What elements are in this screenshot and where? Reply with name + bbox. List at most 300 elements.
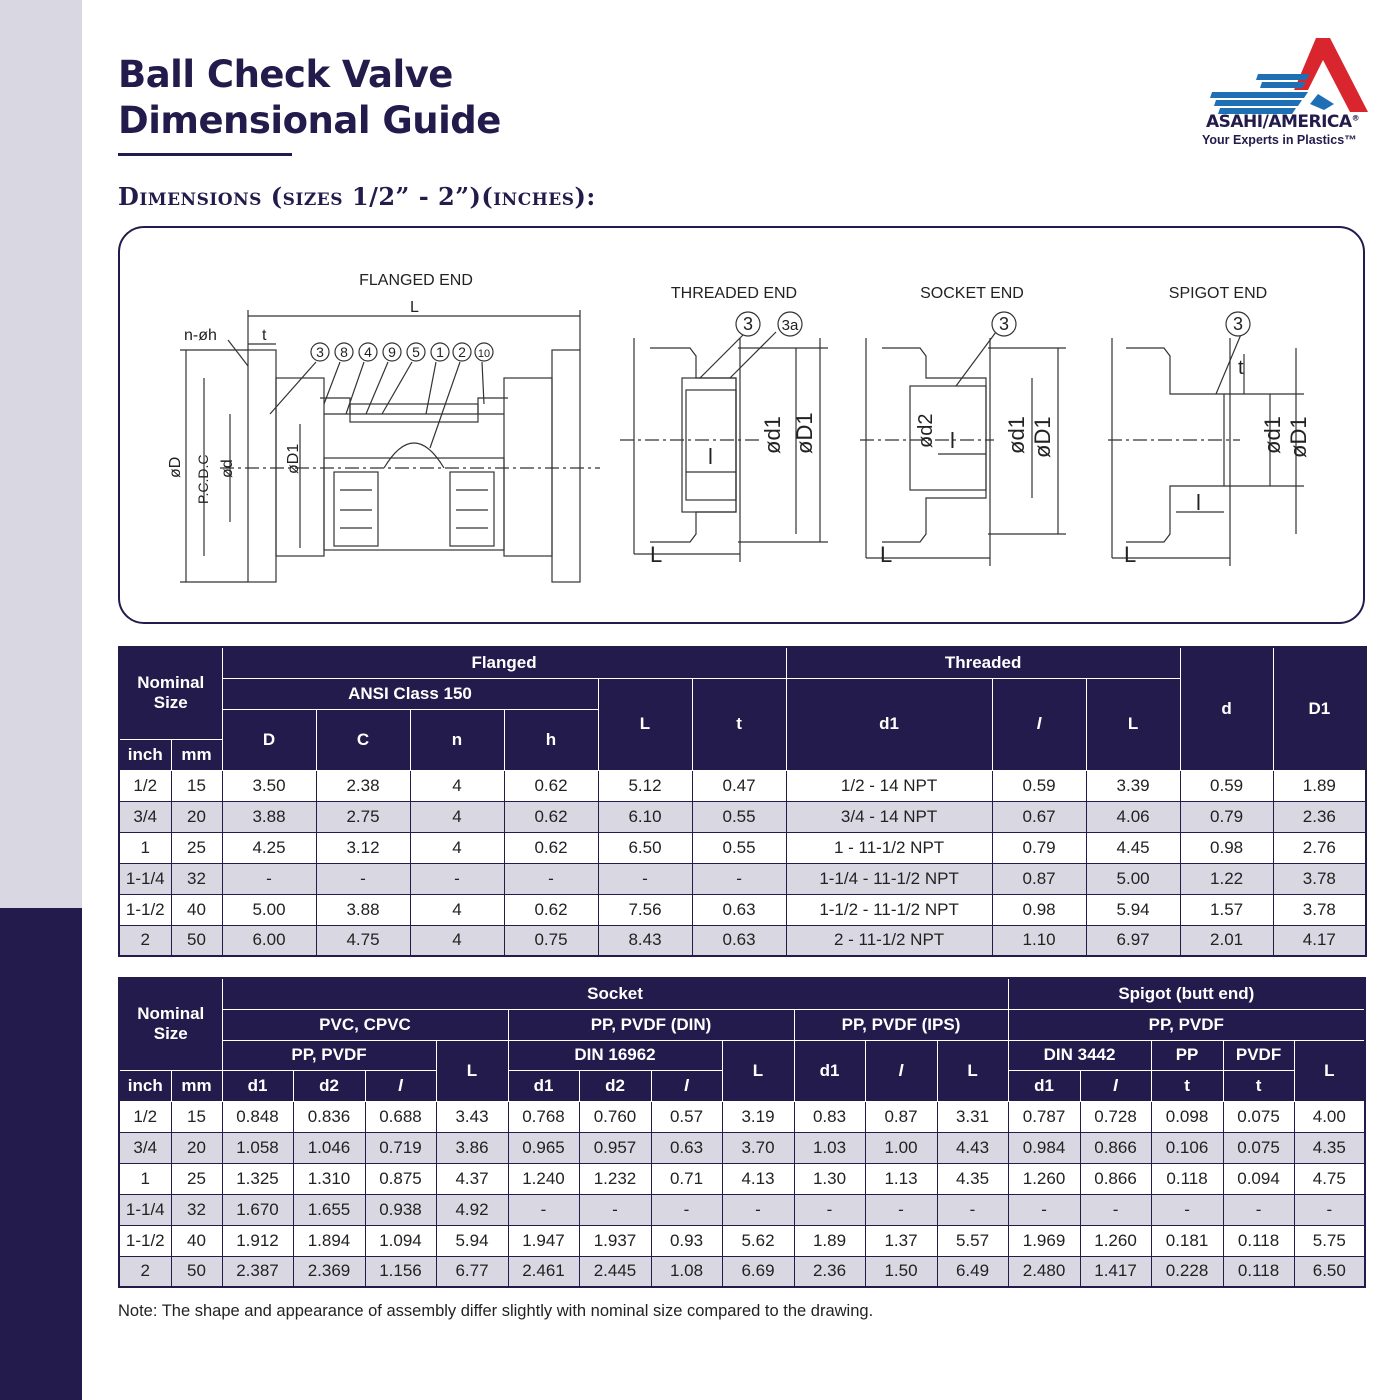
t2-din-L-header: L: [722, 1040, 794, 1101]
threaded-end-title: THREADED END: [670, 285, 798, 302]
sidebar-dark-band: [0, 908, 82, 1400]
t2-pp-header: PP: [1151, 1040, 1223, 1070]
spigot-balloon-3: 3: [1232, 314, 1244, 334]
t1-threaded-L-header: L: [1086, 678, 1180, 770]
footnote: Note: The shape and appearance of assembly differ slightly with nominal size compared to the drawing.: [118, 1302, 874, 1320]
table-cell: 0.075: [1223, 1101, 1294, 1132]
table-cell: 15: [171, 770, 222, 801]
flanged-label-oD1: øD1: [285, 443, 302, 474]
t1-n-header: n: [410, 709, 504, 770]
table-cell: 1.10: [992, 925, 1086, 956]
t2-din-l-header: l: [651, 1070, 722, 1101]
t2-ips-L-header: L: [937, 1040, 1008, 1101]
table-cell: 1.260: [1008, 1163, 1080, 1194]
table-cell: 32: [171, 863, 222, 894]
t1-ansi-header: ANSI Class 150: [222, 678, 598, 709]
table-cell: 7.56: [598, 894, 692, 925]
table-cell: 1.22: [1180, 863, 1273, 894]
table-cell: 3.70: [722, 1132, 794, 1163]
logo-wordmark: [1206, 112, 1359, 132]
socket-label-L: L: [880, 542, 893, 567]
table-cell: 4.92: [436, 1194, 508, 1225]
flanged-end-title: FLANGED END: [359, 272, 473, 289]
t2-spigot-L-header: L: [1294, 1040, 1365, 1101]
table-cell: 6.10: [598, 801, 692, 832]
table-row: [119, 1132, 1365, 1163]
t2-spigot-l-header: l: [1080, 1070, 1151, 1101]
table-cell: 4.37: [436, 1163, 508, 1194]
table-cell: -: [1008, 1194, 1080, 1225]
table-cell: 2: [119, 1256, 171, 1287]
table-cell: -: [1080, 1194, 1151, 1225]
table-cell: 2.76: [1273, 832, 1366, 863]
balloon-5: 5: [412, 344, 420, 360]
table-cell: 0.719: [365, 1132, 436, 1163]
table-cell: 4.25: [222, 832, 316, 863]
table-cell: 1.325: [222, 1163, 293, 1194]
table-cell: 5.94: [436, 1225, 508, 1256]
table-cell: 4: [410, 894, 504, 925]
table-cell: 0.87: [865, 1101, 937, 1132]
t2-din-d1-header: d1: [508, 1070, 579, 1101]
balloon-4: 4: [364, 344, 372, 360]
table-cell: 6.77: [436, 1256, 508, 1287]
t1-threaded-header: Threaded: [786, 647, 1180, 678]
table-cell: 1.058: [222, 1132, 293, 1163]
socket-label-od2: ød2: [915, 413, 937, 448]
t1-D-header: D: [222, 709, 316, 770]
table-cell: 5.75: [1294, 1225, 1365, 1256]
table-cell: 3.19: [722, 1101, 794, 1132]
table-cell: 20: [171, 801, 222, 832]
table-cell: 1.969: [1008, 1225, 1080, 1256]
logo-name: ASAHI/AMERICA: [1206, 112, 1352, 132]
balloon-10: 10: [477, 348, 491, 360]
table-cell: -: [794, 1194, 865, 1225]
table-cell: 3.78: [1273, 863, 1366, 894]
t1-d1-header: d1: [786, 678, 992, 770]
threaded-label-l: l: [708, 444, 713, 469]
table-cell: 4.35: [1294, 1132, 1365, 1163]
table-cell: 20: [171, 1132, 222, 1163]
spigot-label-L: L: [1124, 542, 1137, 567]
table-cell: 1.937: [579, 1225, 651, 1256]
table-cell: 0.71: [651, 1163, 722, 1194]
t2-din3442-header: DIN 3442: [1008, 1040, 1151, 1070]
table-cell: 2 - 11-1/2 NPT: [786, 925, 992, 956]
table-cell: 4.35: [937, 1163, 1008, 1194]
t2-pp-ips-header: PP, PVDF (IPS): [794, 1009, 1008, 1040]
table-cell: 1.89: [794, 1225, 865, 1256]
table-cell: 50: [171, 925, 222, 956]
table-cell: 1.655: [293, 1194, 365, 1225]
table-cell: 1.13: [865, 1163, 937, 1194]
table-cell: 0.93: [651, 1225, 722, 1256]
table-cell: 1.670: [222, 1194, 293, 1225]
table-cell: 0.47: [692, 770, 786, 801]
t1-body: [119, 770, 1366, 956]
title-underline: [118, 153, 292, 156]
table-cell: 8.43: [598, 925, 692, 956]
table-cell: -: [937, 1194, 1008, 1225]
table-cell: 0.79: [1180, 801, 1273, 832]
page-title: [118, 52, 501, 144]
table-cell: 1.30: [794, 1163, 865, 1194]
table-row: [119, 1101, 1365, 1132]
t2-ips-l-header: l: [865, 1040, 937, 1101]
t2-pvc-l-header: l: [365, 1070, 436, 1101]
table-cell: 3.43: [436, 1101, 508, 1132]
section-heading: Dimensions (sizes 1/2” - 2”)(inches):: [118, 182, 596, 211]
table-cell: 1-1/4: [119, 1194, 171, 1225]
table-cell: 0.118: [1223, 1225, 1294, 1256]
socket-label-l: l: [950, 428, 955, 453]
t2-inch-header: inch: [119, 1070, 171, 1101]
socket-end-title: SOCKET END: [920, 285, 1024, 302]
table-cell: 3.50: [222, 770, 316, 801]
spigot-label-oD1: øD1: [1286, 416, 1311, 458]
table-cell: 4.13: [722, 1163, 794, 1194]
spigot-label-od1: ød1: [1260, 416, 1285, 454]
table-cell: 0.59: [992, 770, 1086, 801]
table-cell: 3.12: [316, 832, 410, 863]
table-cell: 3.88: [316, 894, 410, 925]
logo-tagline: Your Experts in Plastics™: [1202, 133, 1357, 147]
table-cell: 5.94: [1086, 894, 1180, 925]
table-cell: 3/4 - 14 NPT: [786, 801, 992, 832]
table-cell: 0.118: [1223, 1256, 1294, 1287]
t2-pvdf-t-header: t: [1223, 1070, 1294, 1101]
threaded-label-od1: ød1: [760, 416, 785, 454]
table-cell: 0.67: [992, 801, 1086, 832]
table-cell: 1: [119, 832, 171, 863]
part-number-balloons: [311, 312, 1250, 361]
table-cell: 1.57: [1180, 894, 1273, 925]
sidebar-light-band: [0, 0, 82, 908]
socket-label-oD1: øD1: [1030, 416, 1055, 458]
table-cell: 1.894: [293, 1225, 365, 1256]
table-cell: 1.947: [508, 1225, 579, 1256]
page-title-line-2: Dimensional Guide: [118, 99, 501, 142]
table-cell: 5.00: [222, 894, 316, 925]
table-row: [119, 894, 1366, 925]
table-cell: 2.38: [316, 770, 410, 801]
table-cell: 0.59: [1180, 770, 1273, 801]
table-cell: 0.79: [992, 832, 1086, 863]
flanged-label-nph: n-øh: [184, 327, 217, 344]
table-cell: 3.31: [937, 1101, 1008, 1132]
t2-ips-d1-header: d1: [794, 1040, 865, 1101]
table-cell: 0.83: [794, 1101, 865, 1132]
valve-drawings: [120, 228, 1365, 624]
page-title-line-1: Ball Check Valve: [118, 53, 453, 96]
table-cell: 0.688: [365, 1101, 436, 1132]
table-cell: 1.08: [651, 1256, 722, 1287]
table-row: [119, 1225, 1365, 1256]
table-cell: -: [1151, 1194, 1223, 1225]
table-cell: 1-1/2: [119, 894, 171, 925]
table-cell: 0.875: [365, 1163, 436, 1194]
table-cell: 0.768: [508, 1101, 579, 1132]
socket-spigot-table: [118, 977, 1366, 1288]
t1-d-header: d: [1180, 647, 1273, 770]
socket-label-od1: ød1: [1004, 416, 1029, 454]
table-cell: 1.912: [222, 1225, 293, 1256]
threaded-label-L: L: [650, 542, 663, 567]
t1-h-header: h: [504, 709, 598, 770]
table-cell: -: [865, 1194, 937, 1225]
table-cell: 4.17: [1273, 925, 1366, 956]
table-cell: 0.62: [504, 894, 598, 925]
table-cell: 0.760: [579, 1101, 651, 1132]
table-cell: 40: [171, 894, 222, 925]
table-cell: 1-1/2: [119, 1225, 171, 1256]
t1-flanged-header: Flanged: [222, 647, 786, 678]
table-cell: 32: [171, 1194, 222, 1225]
t2-din16962-header: DIN 16962: [508, 1040, 722, 1070]
table-cell: -: [579, 1194, 651, 1225]
dimension-drawing-panel: [118, 226, 1365, 624]
t2-pvc-pp-pvdf-header: PP, PVDF: [222, 1040, 436, 1070]
table-cell: 1.156: [365, 1256, 436, 1287]
table-cell: 15: [171, 1101, 222, 1132]
table-cell: 6.50: [598, 832, 692, 863]
table-cell: 0.63: [692, 925, 786, 956]
table-cell: 4: [410, 801, 504, 832]
spigot-label-l: l: [1196, 490, 1201, 515]
table-cell: 1.89: [1273, 770, 1366, 801]
flanged-label-t: t: [262, 327, 267, 344]
table-cell: -: [410, 863, 504, 894]
t2-socket-header: Socket: [222, 978, 1008, 1009]
table-cell: 0.075: [1223, 1132, 1294, 1163]
table-cell: 1.37: [865, 1225, 937, 1256]
table-cell: 50: [171, 1256, 222, 1287]
table-cell: 5.00: [1086, 863, 1180, 894]
table-cell: -: [692, 863, 786, 894]
table-cell: 6.00: [222, 925, 316, 956]
table-cell: 4.75: [1294, 1163, 1365, 1194]
table-cell: -: [1294, 1194, 1365, 1225]
t1-nominal-size-header: Nominal Size: [119, 647, 222, 739]
table-cell: 1.094: [365, 1225, 436, 1256]
flanged-label-L: L: [410, 299, 419, 316]
table-cell: 0.62: [504, 832, 598, 863]
t2-pvdf-header: PVDF: [1223, 1040, 1294, 1070]
table-cell: 0.75: [504, 925, 598, 956]
table-cell: 0.984: [1008, 1132, 1080, 1163]
balloon-3: 3: [316, 344, 324, 360]
table-cell: 6.69: [722, 1256, 794, 1287]
table-cell: -: [1223, 1194, 1294, 1225]
t1-t-header: t: [692, 678, 786, 770]
table-cell: 25: [171, 832, 222, 863]
table-cell: -: [722, 1194, 794, 1225]
table-cell: 5.12: [598, 770, 692, 801]
table-cell: -: [598, 863, 692, 894]
table-cell: 0.118: [1151, 1163, 1223, 1194]
table-cell: 2.36: [1273, 801, 1366, 832]
table-cell: 0.63: [651, 1132, 722, 1163]
table-cell: 0.938: [365, 1194, 436, 1225]
table-cell: 4.43: [937, 1132, 1008, 1163]
table-cell: 4.45: [1086, 832, 1180, 863]
t1-l-header: l: [992, 678, 1086, 770]
table-cell: 0.787: [1008, 1101, 1080, 1132]
balloon-8: 8: [340, 344, 348, 360]
table-cell: 4.00: [1294, 1101, 1365, 1132]
t2-pp-t-header: t: [1151, 1070, 1223, 1101]
table-cell: 1/2: [119, 1101, 171, 1132]
table-cell: 2.445: [579, 1256, 651, 1287]
table-cell: 3.39: [1086, 770, 1180, 801]
table-row: [119, 1256, 1365, 1287]
table-row: [119, 801, 1366, 832]
table-cell: 0.848: [222, 1101, 293, 1132]
table-cell: 0.957: [579, 1132, 651, 1163]
t2-nominal-size-header: Nominal Size: [119, 978, 222, 1070]
table-cell: 25: [171, 1163, 222, 1194]
t1-D1-header: D1: [1273, 647, 1366, 770]
balloon-9: 9: [388, 344, 396, 360]
table-cell: 1/2 - 14 NPT: [786, 770, 992, 801]
table-cell: 1: [119, 1163, 171, 1194]
table-cell: 5.57: [937, 1225, 1008, 1256]
t2-body: [119, 1101, 1365, 1287]
socket-balloon-3: 3: [998, 314, 1010, 334]
flanged-label-od: ød: [219, 459, 236, 478]
table-cell: 0.866: [1080, 1132, 1151, 1163]
table-row: [119, 863, 1366, 894]
table-cell: 0.728: [1080, 1101, 1151, 1132]
table-cell: -: [504, 863, 598, 894]
logo-registered-mark: ®: [1351, 113, 1360, 123]
table-cell: 2.75: [316, 801, 410, 832]
table-cell: 0.62: [504, 770, 598, 801]
table-cell: 1/2: [119, 770, 171, 801]
threaded-label-oD1: øD1: [792, 412, 817, 454]
table-cell: 0.098: [1151, 1101, 1223, 1132]
table-cell: 0.55: [692, 832, 786, 863]
table-cell: 2.480: [1008, 1256, 1080, 1287]
table-cell: 2.387: [222, 1256, 293, 1287]
table-cell: 2.01: [1180, 925, 1273, 956]
table-cell: 3.88: [222, 801, 316, 832]
table-cell: 2: [119, 925, 171, 956]
t2-spigot-d1-header: d1: [1008, 1070, 1080, 1101]
table-cell: 1.310: [293, 1163, 365, 1194]
t2-spigot-pp-pvdf-header: PP, PVDF: [1008, 1009, 1365, 1040]
table-row: [119, 925, 1366, 956]
table-cell: 3.86: [436, 1132, 508, 1163]
table-cell: 1.260: [1080, 1225, 1151, 1256]
table-cell: 0.57: [651, 1101, 722, 1132]
table-cell: 40: [171, 1225, 222, 1256]
t2-pvc-L-header: L: [436, 1040, 508, 1101]
table-row: [119, 770, 1366, 801]
table-row: [119, 832, 1366, 863]
t2-pvc-d1-header: d1: [222, 1070, 293, 1101]
balloon-1: 1: [436, 344, 444, 360]
table-cell: 1.50: [865, 1256, 937, 1287]
table-cell: 0.181: [1151, 1225, 1223, 1256]
table-cell: 6.97: [1086, 925, 1180, 956]
t2-pp-din-header: PP, PVDF (DIN): [508, 1009, 794, 1040]
table-cell: 3.78: [1273, 894, 1366, 925]
table-cell: 0.55: [692, 801, 786, 832]
table-cell: 0.866: [1080, 1163, 1151, 1194]
table-cell: 1-1/2 - 11-1/2 NPT: [786, 894, 992, 925]
table-cell: 0.87: [992, 863, 1086, 894]
table-cell: 1.03: [794, 1132, 865, 1163]
table-cell: 0.965: [508, 1132, 579, 1163]
table-cell: 0.98: [992, 894, 1086, 925]
table-cell: -: [651, 1194, 722, 1225]
table-cell: 3/4: [119, 1132, 171, 1163]
table-cell: 2.36: [794, 1256, 865, 1287]
t2-mm-header: mm: [171, 1070, 222, 1101]
table-cell: -: [508, 1194, 579, 1225]
t1-inch-header: inch: [119, 739, 171, 770]
table-cell: 1.240: [508, 1163, 579, 1194]
t2-pvc-header: PVC, CPVC: [222, 1009, 508, 1040]
table-cell: 4.06: [1086, 801, 1180, 832]
table-row: [119, 1194, 1365, 1225]
threaded-balloon-3a: 3a: [781, 317, 799, 334]
table-cell: 4: [410, 770, 504, 801]
spigot-end-title: SPIGOT END: [1168, 285, 1268, 302]
t2-din-d2-header: d2: [579, 1070, 651, 1101]
flanged-threaded-table: [118, 646, 1367, 957]
spigot-label-t: t: [1238, 357, 1244, 379]
table-cell: 4.75: [316, 925, 410, 956]
flanged-label-pcdc: P.C.D.C: [195, 454, 211, 504]
table-row: [119, 1163, 1365, 1194]
table-cell: 1.00: [865, 1132, 937, 1163]
threaded-balloon-3: 3: [742, 314, 754, 334]
t1-mm-header: mm: [171, 739, 222, 770]
table-cell: 6.49: [937, 1256, 1008, 1287]
table-cell: 3/4: [119, 801, 171, 832]
table-cell: 0.094: [1223, 1163, 1294, 1194]
flanged-label-oD: øD: [167, 456, 184, 478]
t2-spigot-header: Spigot (butt end): [1008, 978, 1365, 1009]
table-cell: 0.106: [1151, 1132, 1223, 1163]
table-cell: 2.461: [508, 1256, 579, 1287]
t2-pvc-d2-header: d2: [293, 1070, 365, 1101]
table-cell: -: [222, 863, 316, 894]
table-cell: 1.417: [1080, 1256, 1151, 1287]
table-cell: 1-1/4 - 11-1/2 NPT: [786, 863, 992, 894]
table-cell: 4: [410, 925, 504, 956]
table-cell: 4: [410, 832, 504, 863]
table-cell: 0.62: [504, 801, 598, 832]
table-cell: -: [316, 863, 410, 894]
table-cell: 0.63: [692, 894, 786, 925]
table-cell: 0.98: [1180, 832, 1273, 863]
t1-C-header: C: [316, 709, 410, 770]
table-cell: 2.369: [293, 1256, 365, 1287]
t1-L-header: L: [598, 678, 692, 770]
table-cell: 1.046: [293, 1132, 365, 1163]
table-cell: 5.62: [722, 1225, 794, 1256]
table-cell: 1 - 11-1/2 NPT: [786, 832, 992, 863]
table-cell: 0.228: [1151, 1256, 1223, 1287]
balloon-2: 2: [458, 344, 466, 360]
table-cell: 0.836: [293, 1101, 365, 1132]
table-cell: 6.50: [1294, 1256, 1365, 1287]
table-cell: 1-1/4: [119, 863, 171, 894]
